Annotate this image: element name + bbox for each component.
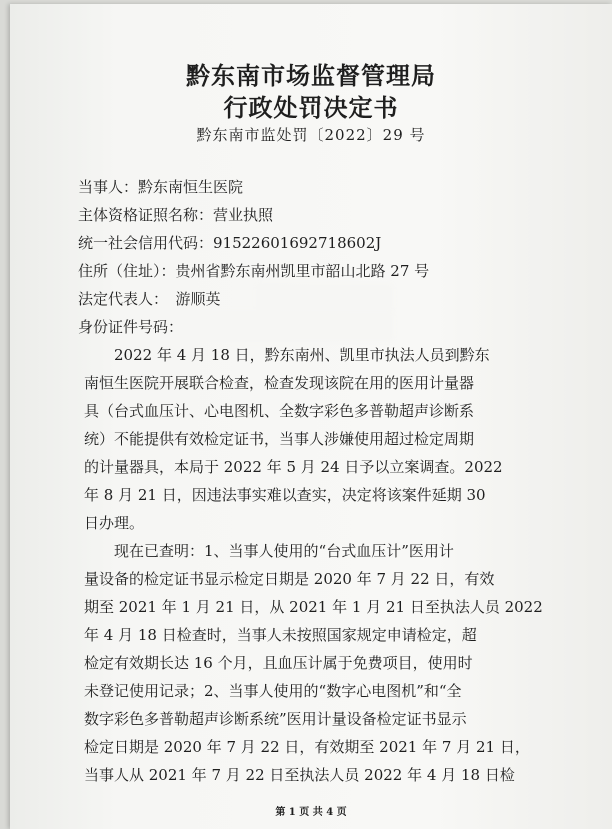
paragraph-line: 检定有效期长达 16 个月，且血压计属于免费项目，使用时 xyxy=(84,654,473,672)
document-title: 黔东南市场监督管理局 xyxy=(186,61,436,90)
paragraph-line: 现在已查明：1、当事人使用的“台式血压计”医用计 xyxy=(84,542,454,560)
paragraph-line: 年 4 月 18 日检查时，当事人未按照国家规定申请检定，超 xyxy=(84,626,477,644)
paragraph-line: 年 8 月 21 日，因违法事实难以查实，决定将该案件延期 30 xyxy=(84,486,486,504)
party-field: 当事人：黔东南恒生医院 xyxy=(78,178,244,196)
paragraph-line: 南恒生医院开展联合检查，检查发现该院在用的医用计量器 xyxy=(84,374,475,392)
paragraph-line: 未登记使用记录；2、当事人使用的“数字心电图机”和“全 xyxy=(84,682,462,700)
paragraph-line: 具（台式血压计、心电图机、全数字彩色多普勒超声诊断系 xyxy=(84,402,475,420)
document-subtitle: 行政处罚决定书 xyxy=(223,93,399,122)
paragraph-line: 当事人从 2021 年 7 月 22 日至执法人员 2022 年 4 月 18 日检 xyxy=(84,766,515,784)
license-name-field: 主体资格证照名称：营业执照 xyxy=(78,206,274,224)
address-field: 住所（住址）：贵州省黔东南州凯里市韶山北路 27 号 xyxy=(78,262,430,280)
id-number-field: 身份证件号码： xyxy=(78,318,184,336)
redaction-mark xyxy=(260,287,390,309)
paragraph-line: 期至 2021 年 1 月 21 日，从 2021 年 1 月 21 日至执法人员 2022 xyxy=(84,598,543,616)
legal-rep-field: 法定代表人： 游顺英 xyxy=(78,290,221,308)
paragraph-line: 统）不能提供有效检定证书，当事人涉嫌使用超过检定周期 xyxy=(84,430,475,448)
redaction-mark xyxy=(190,314,390,338)
paragraph-line: 日办理。 xyxy=(84,514,145,532)
paragraph-line: 数字彩色多普勒超声诊断系统”医用计量设备检定证书显示 xyxy=(84,710,467,728)
document-page xyxy=(10,4,612,829)
paragraph-line: 量设备的检定证书显示检定日期是 2020 年 7 月 22 日，有效 xyxy=(84,570,495,588)
paragraph-line: 2022 年 4 月 18 日，黔东南州、凯里市执法人员到黔东 xyxy=(84,346,490,364)
paragraph-line: 检定日期是 2020 年 7 月 22 日，有效期至 2021 年 7 月 21 日， xyxy=(84,738,530,756)
paragraph-line: 的计量器具，本局于 2022 年 5 月 24 日予以立案调查。2022 xyxy=(84,458,503,476)
page-number: 第 1 页 共 4 页 xyxy=(275,807,347,818)
credit-code-field: 统一社会信用代码：91522601692718602J xyxy=(78,234,382,252)
document-number: 黔东南市监处罚〔2022〕29 号 xyxy=(196,126,426,144)
